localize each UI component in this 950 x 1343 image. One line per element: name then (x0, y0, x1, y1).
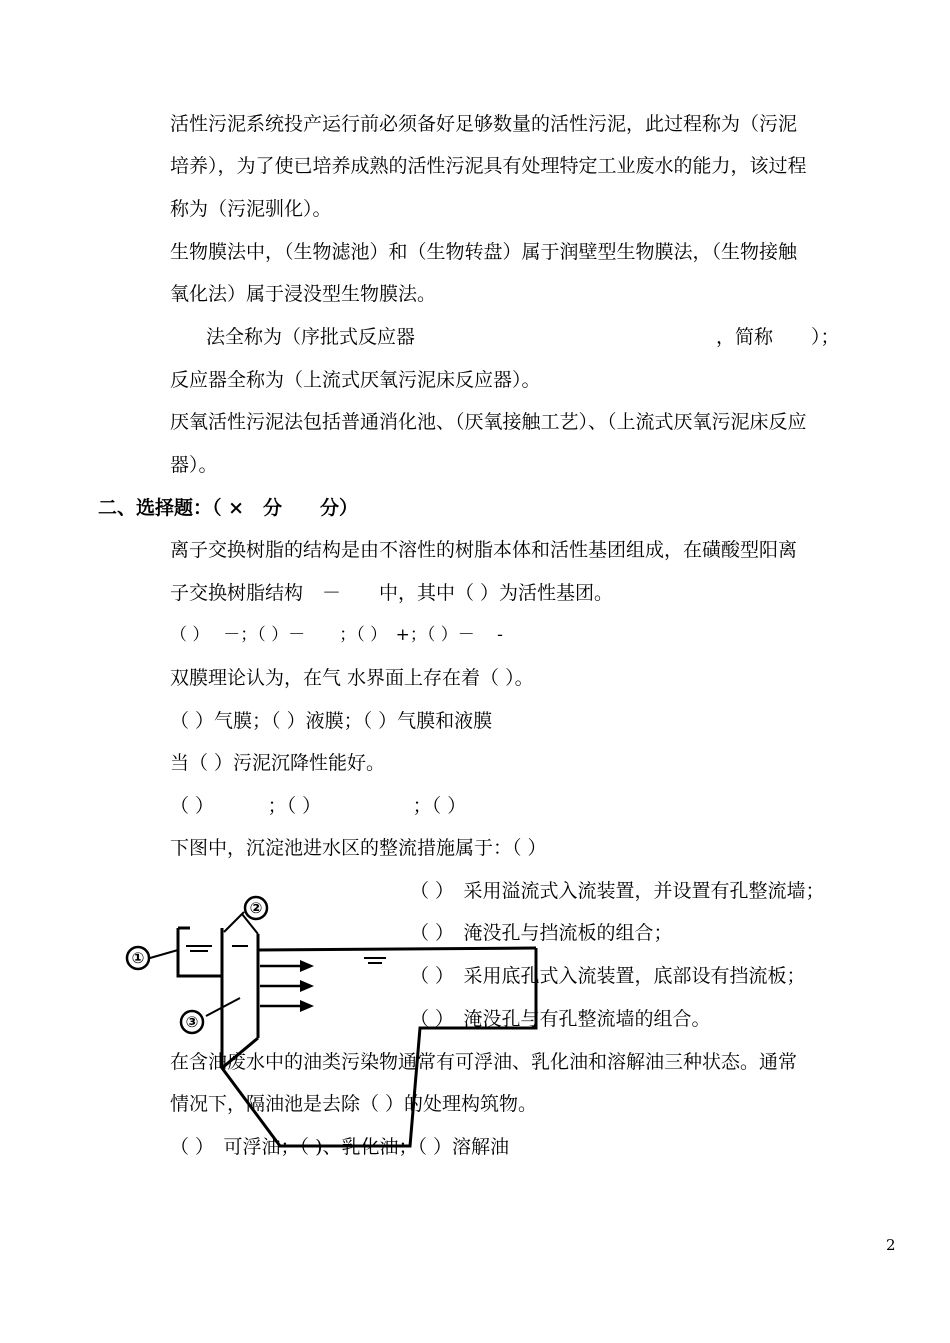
text-line: 反应器全称为（上流式厌氧污泥床反应器）。 (170, 369, 541, 391)
text-line: 氧化法）属于浸没型生物膜法。 (170, 283, 437, 305)
question-stem: 双膜理论认为，在气 水界面上存在着（ ）。 (170, 667, 534, 689)
option-c: （ ） 采用底孔式入流装置，底部设有挡流板； (410, 965, 806, 987)
question-options: （ ） －；（ ）－ ；（ ） +；（ ）－ - (170, 625, 503, 645)
question-options: （ ）气膜；（ ）液膜；（ ）气膜和液膜 (170, 710, 493, 732)
diagram-label-2: ② (249, 899, 263, 917)
text-line: 培养），为了使已培养成熟的活性污泥具有处理特定工业废水的能力，该过程 (170, 155, 807, 177)
text-line: 生物膜法中，（生物滤池）和（生物转盘）属于润壁型生物膜法，（生物接触 (170, 241, 798, 263)
diagram-label-3: ③ (185, 1013, 199, 1031)
question-options: （ ） 可浮油；（ )、乳化油；（ ）溶解油 (170, 1136, 510, 1158)
option-d: （ ） 淹没孔与有孔整流墙的组合。 (410, 1008, 711, 1030)
text-line: 法全称为（序批式反应器 (206, 326, 416, 348)
text-line: 厌氧活性污泥法包括普通消化池、（厌氧接触工艺）、（上流式厌氧污泥床反应 (170, 411, 807, 433)
diagram-label-1: ① (131, 949, 145, 967)
page-number: 2 (886, 1236, 896, 1254)
question-stem: 下图中，沉淀池进水区的整流措施属于：（ ） (170, 837, 547, 859)
question-stem: 子交换树脂结构 － 中，其中（ ）为活性基团。 (170, 582, 614, 604)
question-stem: 离子交换树脂的结构是由不溶性的树脂本体和活性基团组成，在磺酸型阳离 (170, 539, 798, 561)
question-stem: 情况下，隔油池是去除（ ）的处理构筑物。 (170, 1093, 538, 1115)
option-b: （ ） 淹没孔与挡流板的组合； (410, 922, 673, 944)
text-line: 器）。 (170, 454, 218, 476)
section-heading: 二、选择题：（ × 分 分） (98, 497, 359, 519)
question-options: （ ） ；（ ） ；（ ） (170, 795, 467, 817)
question-stem: 在含油废水中的油类污染物通常有可浮油、乳化油和溶解油三种状态。通常 (170, 1051, 798, 1073)
option-a: （ ） 采用溢流式入流装置，并设置有孔整流墙； (410, 880, 825, 902)
question-stem: 当（ ）污泥沉降性能好。 (170, 752, 386, 774)
text-line: ，简称 ）； (716, 326, 840, 348)
text-line: 称为（污泥驯化）。 (170, 198, 332, 220)
text-line: 活性污泥系统投产运行前必须备好足够数量的活性污泥，此过程称为（污泥 (170, 113, 798, 135)
